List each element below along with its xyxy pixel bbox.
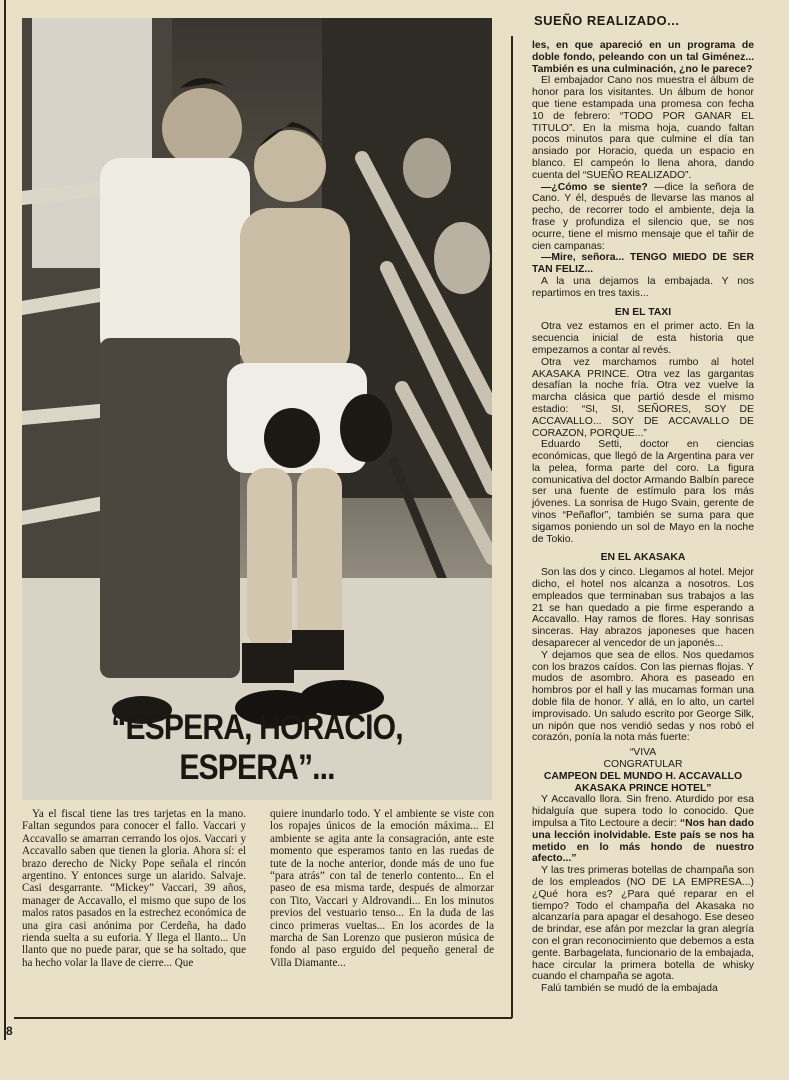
paragraph: El embajador Cano nos muestra el álbum de honor para los visitantes. Un álbum de honor que tiene estampada una promesa con fecha 10 de febrero: “TODO POR GANAR EL TITULO”. En la misma hoja, cuando faltan pocos minutos para que culmine el día tan ansiado por Horacio, queda un espacio en blanco. El campeón lo llena ahora, dando cuenta del “SUEÑO REALIZADO”. bbox=[532, 75, 754, 181]
section-heading-taxi: EN EL TAXI bbox=[614, 306, 672, 318]
quote: “Nos han dado una lección inolvidable. Este país se nos ha metido en lo más hondo de nuestro afecto...” bbox=[532, 818, 754, 865]
column-divider bbox=[511, 36, 513, 1018]
photo-illustration bbox=[22, 18, 492, 800]
photo-caption: “ESPERA, HORACIO, ESPERA”... bbox=[111, 708, 403, 787]
paragraph: A la una dejamos la embajada. Y nos repartimos en tres taxis... bbox=[532, 275, 754, 299]
paragraph: les, en que apareció en un programa de doble fondo, peleando con un tal Giménez... También es una culminación, ¿no le parece? bbox=[532, 40, 754, 75]
quote: —¿Cómo se siente? bbox=[541, 181, 648, 193]
paragraph: Ya el fiscal tiene las tres tarjetas en la mano. Faltan segundos para conocer el fallo. Vaccari y Accavallo se amarran cerrando los ojos. Vaccari y Accavallo saben que tienen la gloria. Ahora sí: el brazo derecho de Nicky Pope señala el rincón argentino. Y entonces surge un alarido. Salvaje. Casi desgarrante. “Mickey” Vaccari, 39 años, manager de Accavallo, el mismo que supo de los malos ratos pasados en la estrechez económica de una gira casi anónima por Cerdeña, ha dado rienda suelta a su euforia. Y llega el llanto... Un llanto que no puede parar, que se ha soltado, que ha hecho volar la llave de cierre... Que bbox=[22, 808, 246, 969]
paragraph bbox=[532, 794, 754, 865]
bottom-rule bbox=[14, 1017, 512, 1019]
boxing-photo bbox=[22, 18, 492, 800]
sign-line: CONGRATULAR bbox=[603, 759, 683, 771]
paragraph: —Mire, señora... TENGO MIEDO DE SER TAN FELIZ... bbox=[532, 252, 754, 276]
paragraph-text: —dice la señora de Cano. Y él, después de llevarse las manos al pecho, de recorrer todo el ambiente, deja la frase y profundiza el silencio que, se nos ocurre, tiene el mismo mensaje que el tañir de cien campanas: bbox=[532, 181, 754, 252]
paragraph bbox=[532, 182, 754, 253]
article-column-right bbox=[532, 40, 754, 995]
page-number: 8 bbox=[6, 1024, 13, 1038]
sign-line: CAMPEON DEL MUNDO H. ACCAVALLO bbox=[543, 770, 743, 782]
paragraph: Eduardo Setti, doctor en ciencias económicas, que llegó de la Argentina para ver la pelea, forma parte del coro. La figura comunicativa del doctor Armando Balbín parece ser una fuente de estímulo para los más jóvenes. La sonrisa de Hugo Svain, gerente de vinos “Peñaflor”, también se suma para que sigamos poniendo un sol de Mayo en la noche de Tokio. bbox=[532, 439, 754, 545]
paragraph: Y las tres primeras botellas de champaña son de los empleados (NO DE LA EMPRESA...) ¿Qué hora es? ¿Para qué reparar en el tiempo? Todo el champaña del Akasaka no alcanzaría para apagar el desahogo. Ese deseo de brindar, ese afán por mezclar la gran alegría con el gran reconocimiento que debemos a esta gente. Barbagelata, funcionario de la embajada, hace circular la primera botella de whisky cuando el champaña se agota. bbox=[532, 865, 754, 983]
paragraph: Otra vez estamos en el primer acto. En la secuencia inicial de esta historia que empezamos a contar al revés. bbox=[532, 321, 754, 356]
section-heading-akasaka: EN EL AKASAKA bbox=[600, 552, 686, 564]
article-column-left bbox=[22, 808, 246, 969]
article-column-middle bbox=[270, 808, 494, 969]
paragraph: quiere inundarlo todo. Y el ambiente se viste con los ropajes únicos de la emoción máxima... El ambiente se agita ante la consagración, ante este momento que esperamos tanto en las ruedas de tute de la noche anterior, donde más de uno fue “para atrás” con tal de tenerlo contento... En el paseo de esa misma tarde, después de almorzar con Tito, Vaccari y Aldrovandi... En los minutos previos del vestuario tenso... En la duda de las cinco primeras vueltas... En los acordes de la marcha de San Lorenzo que pusieron música de fondo al paso erguido del pequeño general de Villa Diamante... bbox=[270, 808, 494, 969]
sign-line: “VIVA bbox=[629, 747, 657, 759]
running-head: SUEÑO REALIZADO... bbox=[534, 13, 680, 28]
sign-line: AKASAKA PRINCE HOTEL” bbox=[574, 782, 712, 794]
paragraph: Falú también se mudó de la embajada bbox=[541, 983, 718, 995]
paragraph: Son las dos y cinco. Llegamos al hotel. Mejor dicho, el hotel nos alcanza a nosotros. Los empleados que terminaban sus trabajos a las 21 se han quedado a pie firme esperando a Accavallo. Hay ramos de flores. Hay sonrisas sinceras. Hay abrazos japoneses que hacen desaparecer al vencedor de un japonés... bbox=[532, 567, 754, 650]
page-border bbox=[4, 0, 6, 1040]
paragraph-text: Y Accavallo llora. Sin freno. Aturdido por esa hidalguía que supera todo lo conocido. Que impulsa a Tito Lectoure a decir: bbox=[532, 794, 754, 829]
paragraph: Y dejamos que sea de ellos. Nos quedamos con los brazos caídos. Con las piernas flojas. Y mudos de asombro. Ahora es paseado en hombros por el hall y las mucamas forman una doble fila de honor. Y allá, en lo alto, un cartel improvisado. Un saludo escrito por George Silk, un nipón que nos vendió sedas y nos robó el corazón, ponía la nota más fuerte: bbox=[532, 649, 754, 744]
paragraph: Otra vez marchamos rumbo al hotel AKASAKA PRINCE. Otra vez las gargantas desafían la noche fría. Otra vez vuelve la marcha clásica que partió desde el mismo estadio: “SI, SI, SEÑORES, SOY DE ACCAVALLO... SOY DE ACCAVALLO DE CORAZON, PORQUE...” bbox=[532, 356, 754, 439]
